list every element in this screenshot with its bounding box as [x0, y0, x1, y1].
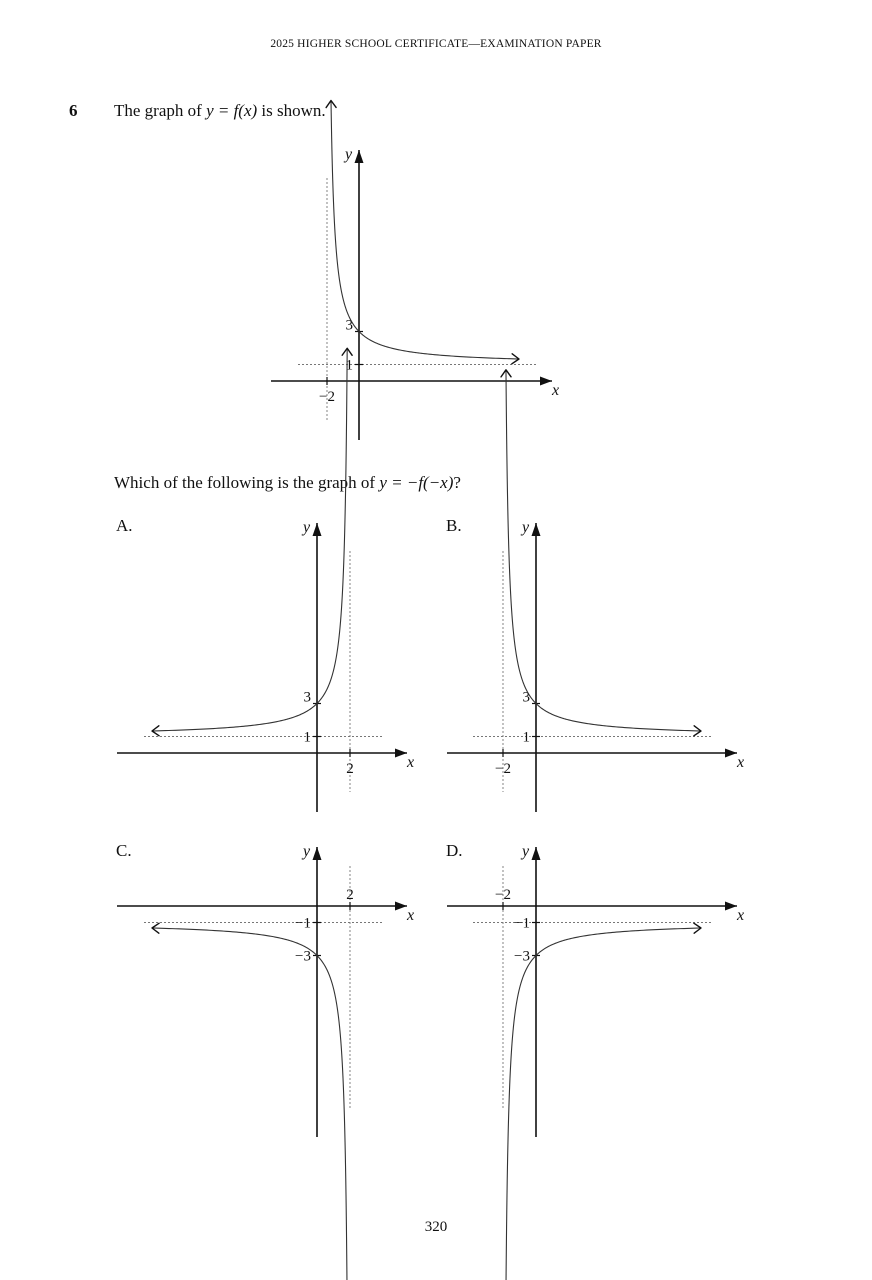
stem-text: The graph of [114, 101, 202, 120]
x-axis-arrow [725, 902, 737, 911]
question-number: 6 [69, 101, 78, 120]
y-axis-arrow [532, 523, 541, 536]
x-axis-label: x [407, 754, 415, 771]
y-tick-label-asymptote: −1 [295, 915, 311, 932]
y-tick-label-intercept: 3 [345, 317, 353, 334]
x-tick-label: 2 [346, 887, 354, 903]
x-tick-label: −2 [495, 887, 511, 903]
option-c [117, 843, 414, 1280]
y-axis-arrow [313, 523, 322, 536]
stem-math: y = f(x) [206, 101, 258, 120]
y-tick-label-asymptote: −1 [514, 915, 530, 932]
x-axis-arrow [395, 749, 407, 758]
x-axis-arrow [540, 377, 552, 386]
option-d [447, 843, 744, 1280]
y-tick-label-asymptote: 1 [345, 357, 353, 374]
option-a [117, 348, 414, 812]
option-a-label[interactable]: A. [116, 516, 133, 535]
x-axis-label: x [407, 907, 415, 924]
y-axis-arrow [313, 847, 322, 860]
option-b [447, 370, 744, 812]
x-axis-label: x [737, 907, 745, 924]
y-axis-label: y [303, 843, 311, 860]
x-axis-label: x [737, 754, 745, 771]
y-axis-arrow [532, 847, 541, 860]
y-tick-label-intercept: −3 [514, 948, 530, 965]
x-axis-label: x [552, 382, 560, 399]
y-axis-label: y [345, 146, 353, 163]
option-b-label[interactable]: B. [446, 516, 462, 535]
y-axis-label: y [522, 519, 530, 536]
prompt-text: Which of the following is the graph of [114, 473, 376, 492]
y-tick-label-asymptote: 1 [522, 729, 530, 746]
prompt-end: ? [453, 473, 461, 492]
y-tick-label-intercept: 3 [303, 689, 311, 706]
y-tick-label-intercept: 3 [522, 689, 530, 706]
x-axis-arrow [725, 749, 737, 758]
x-tick-label: −2 [319, 389, 335, 405]
option-d-label[interactable]: D. [446, 841, 463, 860]
option-c-label[interactable]: C. [116, 841, 132, 860]
x-tick-label: −2 [495, 761, 511, 777]
y-tick-label-asymptote: 1 [303, 729, 311, 746]
y-axis-label: y [522, 843, 530, 860]
x-tick-label: 2 [346, 761, 354, 777]
x-axis-arrow [395, 902, 407, 911]
given-graph [271, 101, 559, 441]
y-tick-label-intercept: −3 [295, 948, 311, 965]
page-header: 2025 HIGHER SCHOOL CERTIFICATE—EXAMINATION PAPER [270, 38, 602, 50]
prompt-math: y = −f(−x) [379, 473, 454, 492]
page-number: 320 [424, 1219, 448, 1235]
y-axis-label: y [303, 519, 311, 536]
y-axis-arrow [355, 150, 364, 163]
function-curve [152, 348, 347, 731]
stem-end: is shown. [261, 101, 326, 120]
